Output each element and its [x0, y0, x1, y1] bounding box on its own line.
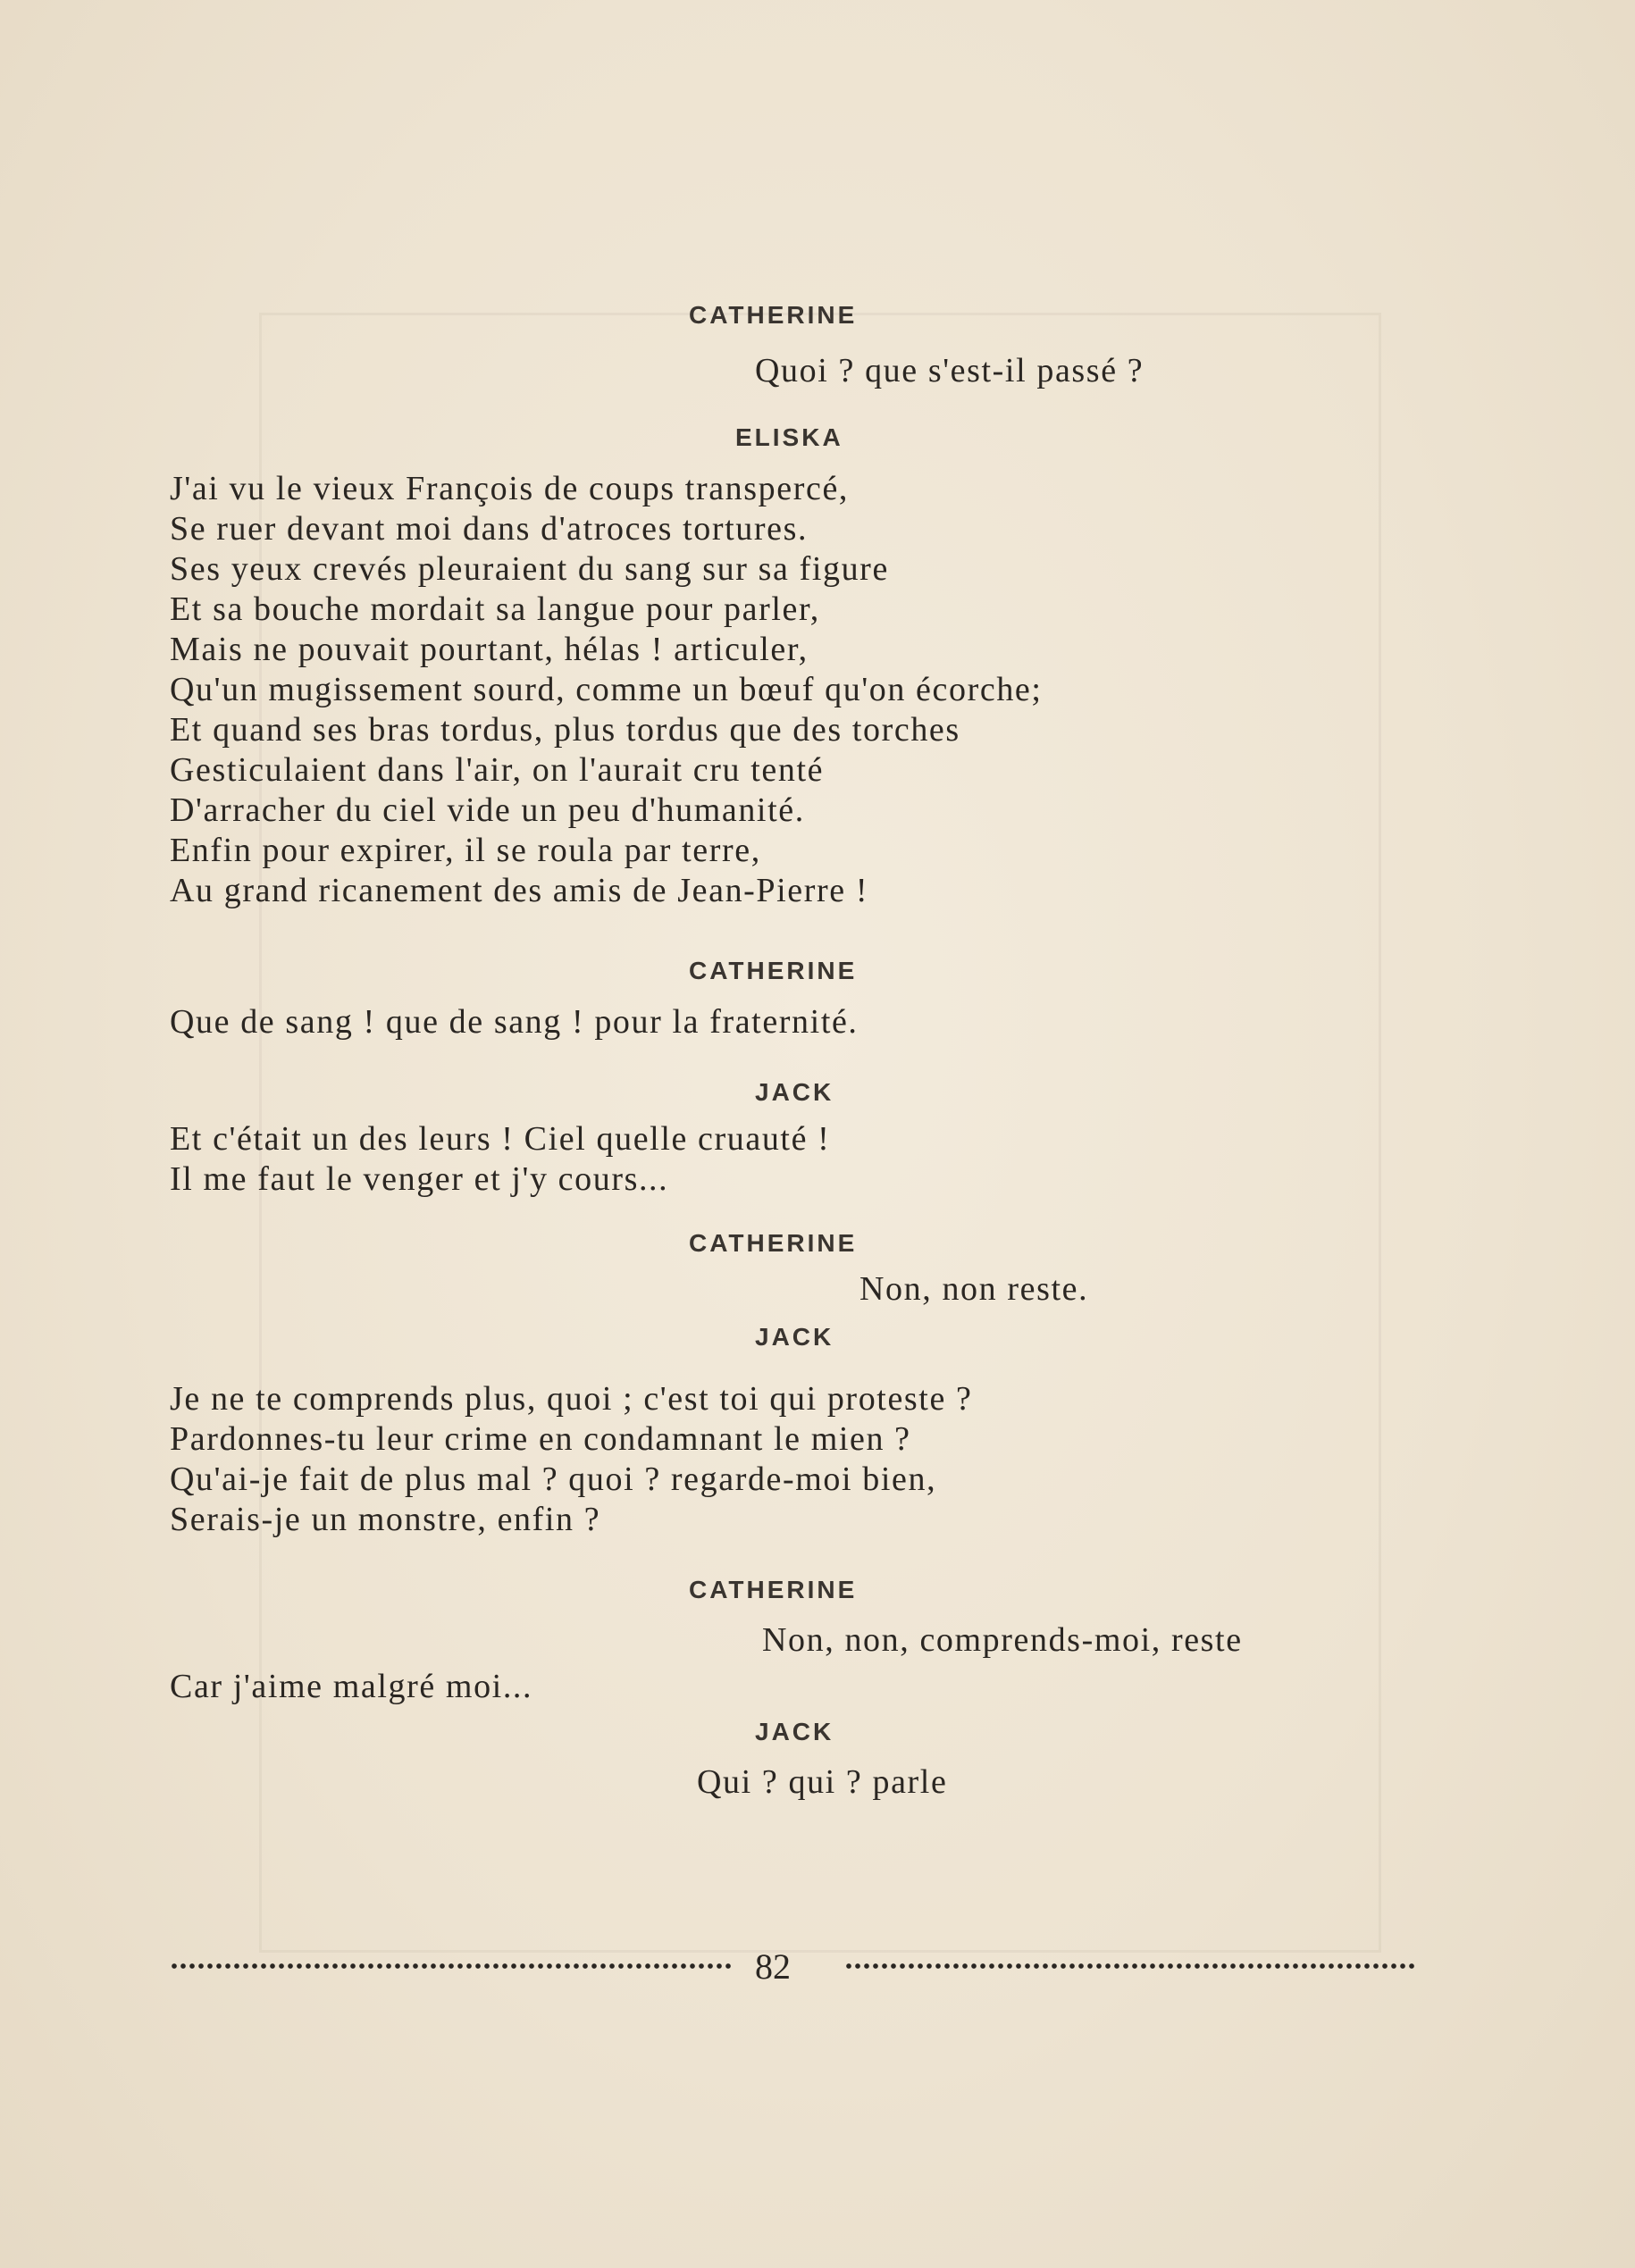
verse-line: Et sa bouche mordait sa langue pour parler, [170, 590, 820, 628]
verse-line: Quoi ? que s'est-il passé ? [755, 352, 1144, 389]
speaker-name: JACK [755, 1078, 834, 1106]
verse-line: Serais-je un monstre, enfin ? [170, 1501, 601, 1538]
verse-line: Gesticulaient dans l'air, on l'aurait cru tenté [170, 751, 825, 789]
verse-line: Qu'un mugissement sourd, comme un bœuf qu'on écorche; [170, 671, 1043, 708]
verse-line: Qu'ai-je fait de plus mal ? quoi ? regarde-moi bien, [170, 1460, 937, 1498]
verse-line: Qui ? qui ? parle [697, 1763, 948, 1801]
speaker-name: ELISKA [735, 423, 843, 451]
verse-line: Mais ne pouvait pourtant, hélas ! articuler, [170, 631, 809, 668]
verse-line: Au grand ricanement des amis de Jean-Pierre ! [170, 872, 869, 909]
verse-line: Non, non, comprends-moi, reste [762, 1621, 1243, 1659]
verse-line: Enfin pour expirer, il se roula par terre, [170, 832, 761, 869]
speaker-name: JACK [755, 1323, 834, 1351]
verse-line: Et quand ses bras tordus, plus tordus que des torches [170, 711, 960, 749]
verse-line: Pardonnes-tu leur crime en condamnant le mien ? [170, 1420, 911, 1458]
speaker-name: CATHERINE [689, 1576, 858, 1603]
speaker-name: CATHERINE [689, 957, 858, 984]
verse-line: Non, non reste. [859, 1270, 1089, 1308]
speaker-name: CATHERINE [689, 1229, 858, 1257]
speaker-name: CATHERINE [689, 301, 858, 329]
verse-line: Se ruer devant moi dans d'atroces tortures. [170, 510, 809, 548]
verse-line: Il me faut le venger et j'y cours... [170, 1160, 669, 1198]
page-number: 82 [755, 1946, 791, 1987]
dotted-rule-right [844, 1962, 1416, 1971]
verse-line: Que de sang ! que de sang ! pour la fraternité. [170, 1003, 859, 1041]
verse-line: D'arracher du ciel vide un peu d'humanité. [170, 791, 805, 829]
verse-line: Je ne te comprends plus, quoi ; c'est toi qui proteste ? [170, 1380, 973, 1418]
speaker-name: JACK [755, 1718, 834, 1745]
dotted-rule-left [170, 1962, 733, 1971]
verse-line: Ses yeux crevés pleuraient du sang sur sa figure [170, 550, 889, 588]
verse-line: J'ai vu le vieux François de coups transpercé, [170, 470, 850, 507]
verse-line: Car j'aime malgré moi... [170, 1668, 533, 1705]
verse-line: Et c'était un des leurs ! Ciel quelle cruauté ! [170, 1120, 831, 1158]
